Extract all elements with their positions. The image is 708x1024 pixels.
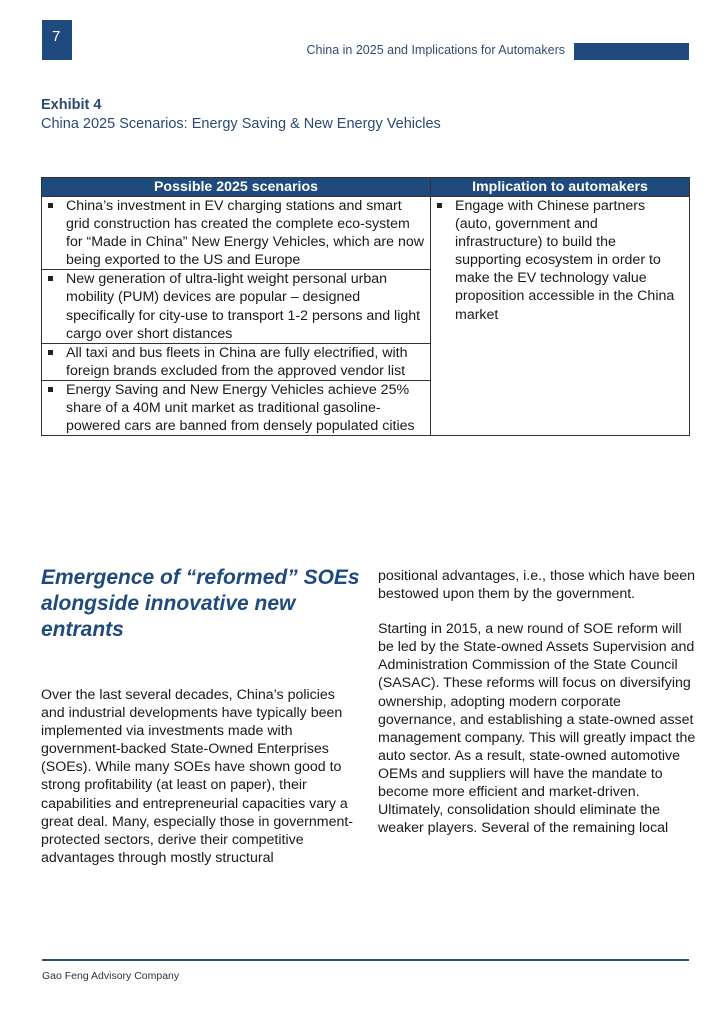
scenarios-table xyxy=(41,177,690,436)
scenario-text: All taxi and bus fleets in China are fully electrified, with foreign brands excluded from the approved vendor list xyxy=(66,344,408,379)
scenario-cell xyxy=(42,380,431,435)
right-column xyxy=(378,567,698,854)
header-accent-bar xyxy=(574,43,689,60)
scenario-item xyxy=(48,197,426,269)
footer-company: Gao Feng Advisory Company xyxy=(42,970,180,982)
square-bullet-icon xyxy=(437,203,442,208)
scenario-cell xyxy=(42,197,431,270)
scenario-cell xyxy=(42,343,431,380)
column-header-scenarios: Possible 2025 scenarios xyxy=(42,178,431,197)
left-column-paragraph: Over the last several decades, China’s policies and industrial developments have typically been implemented via investments made with government-backed State-Owned Enterprises (SOEs). While many SOEs have shown good to strong profitability (at least on paper), their capabilities and entrepreneurial capacities vary a great deal. Many, especially those in government-protected sectors, derive their competitive advantages through mostly structural xyxy=(41,687,354,866)
scenario-item xyxy=(48,270,426,342)
footer-divider xyxy=(42,959,689,961)
square-bullet-icon xyxy=(48,276,53,281)
right-column-paragraph: positional advantages, i.e., those which have been bestowed upon them by the government. xyxy=(378,568,696,603)
exhibit-label: Exhibit 4 xyxy=(41,97,102,113)
square-bullet-icon xyxy=(48,350,53,355)
running-title: China in 2025 and Implications for Automakers xyxy=(306,43,565,57)
table-row xyxy=(42,197,690,270)
implication-cell xyxy=(431,197,690,436)
square-bullet-icon xyxy=(48,203,53,208)
right-column-paragraph: Starting in 2015, a new round of SOE reform will be led by the State-owned Assets Supervision and Administration Commission of the State Council (SASAC). These reforms will focus on diversifying ownership, adopting modern corporate governance, and establishing a state-owned asset management company. This will greatly impact the auto sector. As a result, state-owned automotive OEMs and suppliers will have the mandate to become more efficient and market-driven. Ultimately, consolidation should eliminate the weaker players. Several of the remaining local xyxy=(378,621,696,837)
scenario-cell xyxy=(42,270,431,343)
section-heading: Emergence of “reformed” SOEs alongside innovative new entrants xyxy=(41,566,360,641)
implication-text: Engage with Chinese partners (auto, government and infrastructure) to build the supporting ecosystem in order to make the EV technology value proposition accessible in the China market xyxy=(455,198,675,323)
scenario-text: New generation of ultra-light weight personal urban mobility (PUM) devices are popular – designed specifically for city-use to transport 1-2 persons and light cargo over short distances xyxy=(66,271,421,342)
implication-item xyxy=(437,197,685,324)
exhibit-title: China 2025 Scenarios: Energy Saving & New Energy Vehicles xyxy=(41,116,441,132)
page-number: 7 xyxy=(42,20,72,60)
table-header-row xyxy=(42,178,690,197)
scenario-item xyxy=(48,381,426,435)
scenario-item xyxy=(48,344,426,380)
scenario-text: China’s investment in EV charging stations and smart grid construction has created the complete eco-system for “Made in China” New Energy Vehicles, which are now being exported to the US and Europe xyxy=(66,198,425,269)
scenario-text: Energy Saving and New Energy Vehicles achieve 25% share of a 40M unit market as traditional gasoline-powered cars are banned from densely populated cities xyxy=(66,381,415,435)
column-header-implication: Implication to automakers xyxy=(431,178,690,197)
square-bullet-icon xyxy=(48,387,53,392)
